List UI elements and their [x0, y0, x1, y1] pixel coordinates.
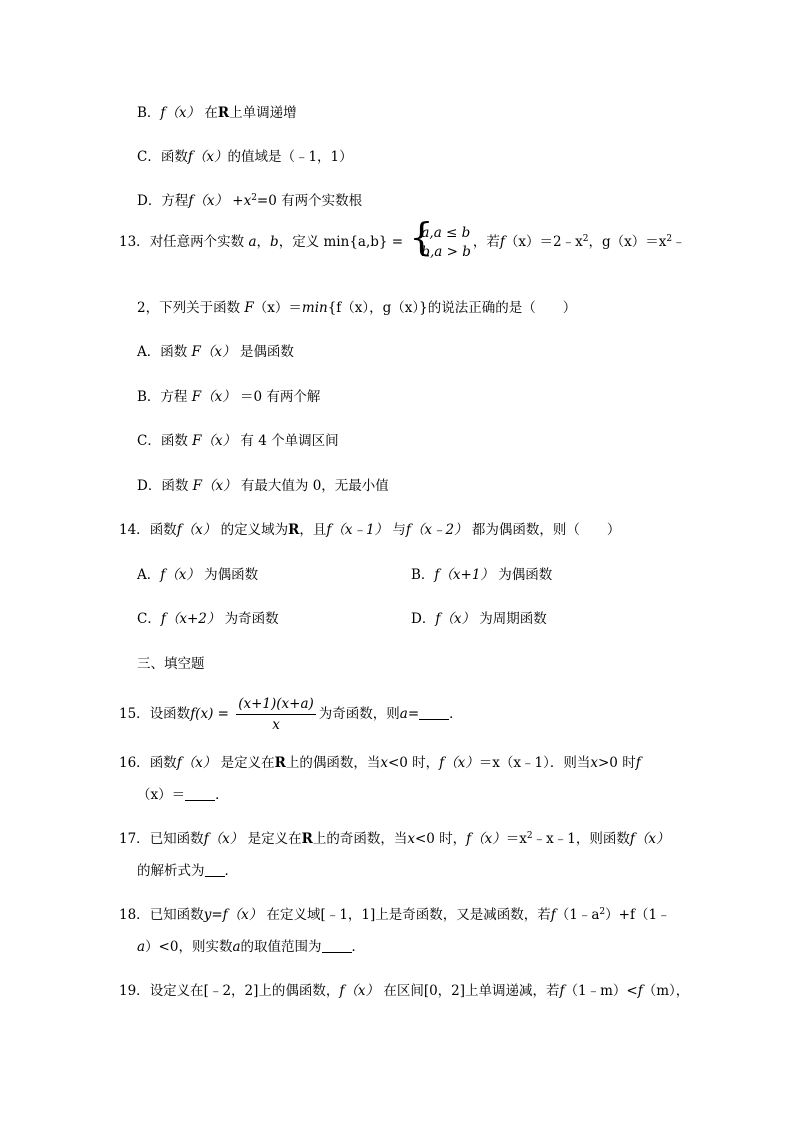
q16-stem-line2: （x）＝ ．	[137, 787, 229, 803]
q13-stem-line1: 13．对任意两个实数 a，b，定义 min{a,b} = { a,a ≤ b b,a > b ，若$f(x)=2﹣x^2$，$g(x)=x^2﹣$	[119, 214, 686, 260]
q13-option-b: B．方程 F（x） ＝0 有两个解	[137, 389, 321, 405]
q14-stem: 14．函数f（x） 的定义域为R，且f（x﹣1） 与f（x﹣2） 都为偶函数，则（ ）	[119, 522, 621, 538]
q13-option-a: A．函数 F（x） 是偶函数	[137, 344, 294, 360]
q14-option-d: D．f（x） 为周期函数	[411, 611, 547, 627]
q17-stem-line1: 17．已知函数f（x） 是定义在R上的奇函数，当x<0 时，$f(x)=x^2﹣x﹣1$，则函数f（x）	[119, 831, 670, 847]
q12-option-b: B．f（x） 在R上单调递增	[137, 105, 297, 121]
q14-option-c: C．f（x+2） 为奇函数	[137, 611, 279, 627]
q17-answer-blank[interactable]	[205, 862, 225, 877]
q18-stem-line1: 18．已知函数y=f（x） 在定义域[﹣1，1]上是奇函数，又是减函数，若$f(1﹣a^2)+f(1﹣$	[119, 907, 671, 923]
min-piecewise: { a,a ≤ b b,a > b	[409, 214, 471, 260]
q13-option-d: D．函数 F（x） 有最大值为 0，无最小值	[137, 478, 389, 494]
q12-option-d: D．方程$f(x) +x^2=0$ 有两个实数根	[137, 193, 363, 209]
q18-stem-line2: a）<0，则实数a的取值范围为 ．	[137, 939, 366, 955]
q16-answer-blank[interactable]	[185, 786, 215, 801]
q16-stem-line1: 16．函数f（x） 是定义在R上的偶函数，当x<0 时，f（x）＝x（x﹣1）．则当x>0 时f	[119, 755, 641, 771]
section-heading-fill-in: 三、填空题	[137, 656, 205, 672]
q18-answer-blank[interactable]	[322, 938, 352, 953]
q19-stem-line1: 19．设定义在[﹣2，2]上的偶函数，f（x） 在区间[0，2]上单调递减，若f（1﹣m）<f（m），	[119, 983, 690, 999]
q14-option-b: B．f（x+1） 为偶函数	[411, 567, 553, 583]
q14-option-a: A．f（x） 为偶函数	[137, 567, 259, 583]
q13-option-c: C．函数 F（x） 有 4 个单调区间	[137, 433, 339, 449]
q13-stem-line2: 2，下列关于函数 F（x）＝min{f（x），g（x）}的说法正确的是（ ）	[137, 300, 577, 316]
q17-stem-line2: 的解析式为 ．	[137, 863, 238, 879]
q15-answer-blank[interactable]	[419, 705, 449, 720]
q12-option-c: C．函数f（x）的值域是（﹣1，1）	[137, 149, 353, 165]
q15-stem: 15．设函数f(x) = $\frac{(x+1)(x+a)}{x}$ 为奇函数，则a= ．	[119, 696, 463, 733]
q15-fraction: $\frac{(x+1)(x+a)}{x}$	[238, 696, 314, 733]
